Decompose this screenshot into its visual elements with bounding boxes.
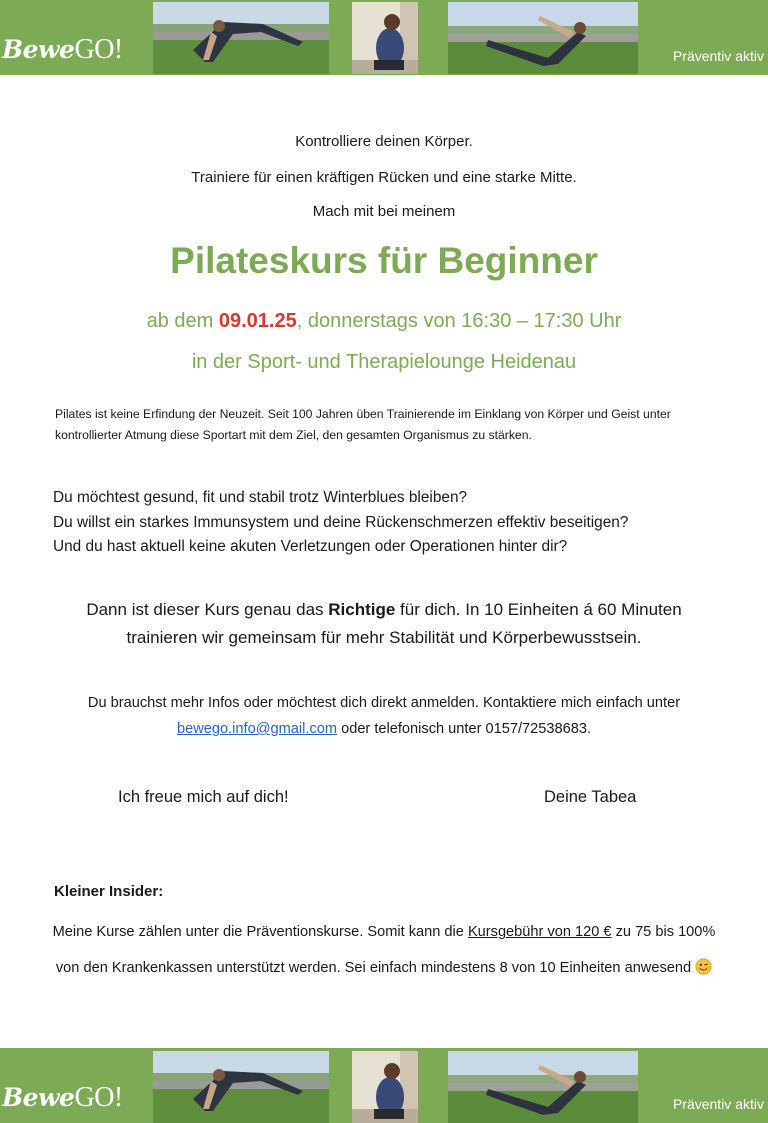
logo-go: GO! <box>74 34 123 65</box>
offer-after: für dich. In 10 Einheiten á 60 Minuten trainieren wir gemeinsam für mehr Stabilität und Körperbewusstsein. <box>126 600 682 647</box>
logo-go: GO! <box>74 1082 123 1113</box>
logo-bewe: Bewe <box>2 1083 75 1112</box>
signoff-left: Ich freue mich auf dich! <box>118 788 289 806</box>
photo-side-plank <box>153 1051 329 1123</box>
photo-sitting <box>352 2 418 74</box>
offer-paragraph <box>70 596 698 652</box>
contact-phone: oder telefonisch unter 0157/72538683. <box>337 721 591 737</box>
intro-line-2: Trainiere für einen kräftigen Rücken und eine starke Mitte. <box>191 169 577 186</box>
bewego-logo <box>2 1082 123 1114</box>
footer-banner <box>0 1048 768 1123</box>
course-date-line <box>0 310 768 333</box>
photo-boat-pose <box>448 2 638 74</box>
photo-sitting <box>352 1051 418 1123</box>
logo-bewe: Bewe <box>2 35 75 64</box>
contact-paragraph <box>40 690 728 742</box>
offer-bold: Richtige <box>328 600 396 619</box>
bewego-logo <box>2 34 123 66</box>
tagline: Präventiv aktiv <box>672 1096 764 1112</box>
description-paragraph: Pilates ist keine Erfindung der Neuzeit. Seit 100 Jahren üben Trainierende im Einklang von Körper und Geist unter kontrollierter Atmung diese Sportart mit dem Ziel, den gesamten Organismus zu stärken. <box>55 407 671 442</box>
insider-heading: Kleiner Insider: <box>54 883 164 900</box>
photo-boat-pose <box>448 1051 638 1123</box>
insider-text-after: zu 75 bis 100% von den Krankenkassen unterstützt werden. Sei einfach mindestens 8 von 10 Einheiten anwesend <box>55 924 716 976</box>
question-line: Du willst ein starkes Immunsystem und deine Rückenschmerzen effektiv beseitigen? <box>53 513 629 531</box>
offer-before: Dann ist dieser Kurs genau das <box>86 600 329 619</box>
course-location: in der Sport- und Therapielounge Heidenau <box>191 351 577 373</box>
insider-paragraph <box>40 914 728 986</box>
signoff-right: Deine Tabea <box>544 788 637 806</box>
course-fee: Kursgebühr von 120 € <box>467 924 612 940</box>
course-title: Pilateskurs für Beginner <box>170 240 598 281</box>
start-date: 09.01.25 <box>218 310 297 332</box>
question-line: Und du hast aktuell keine akuten Verletzungen oder Operationen hinter dir? <box>53 538 568 555</box>
questions-block <box>53 486 733 560</box>
winking-smiley-icon <box>695 958 712 975</box>
header-banner <box>0 0 768 75</box>
contact-text: Du brauchst mehr Infos oder möchtest dich direkt anmelden. Kontaktiere mich einfach unter <box>87 695 681 711</box>
email-link[interactable]: bewego.info@gmail.com <box>177 721 338 737</box>
date-suffix: , donnerstags von 16:30 – 17:30 Uhr <box>296 310 622 332</box>
insider-text-before: Meine Kurse zählen unter die Präventionskurse. Somit kann die <box>52 924 468 940</box>
question-line: Du möchtest gesund, fit und stabil trotz Winterblues bleiben? <box>53 489 468 506</box>
date-prefix: ab dem <box>146 310 219 332</box>
photo-side-plank <box>153 2 329 74</box>
intro-line-3: Mach mit bei meinem <box>312 203 456 220</box>
tagline: Präventiv aktiv <box>672 48 764 64</box>
intro-line-1: Kontrolliere deinen Körper. <box>295 133 473 150</box>
